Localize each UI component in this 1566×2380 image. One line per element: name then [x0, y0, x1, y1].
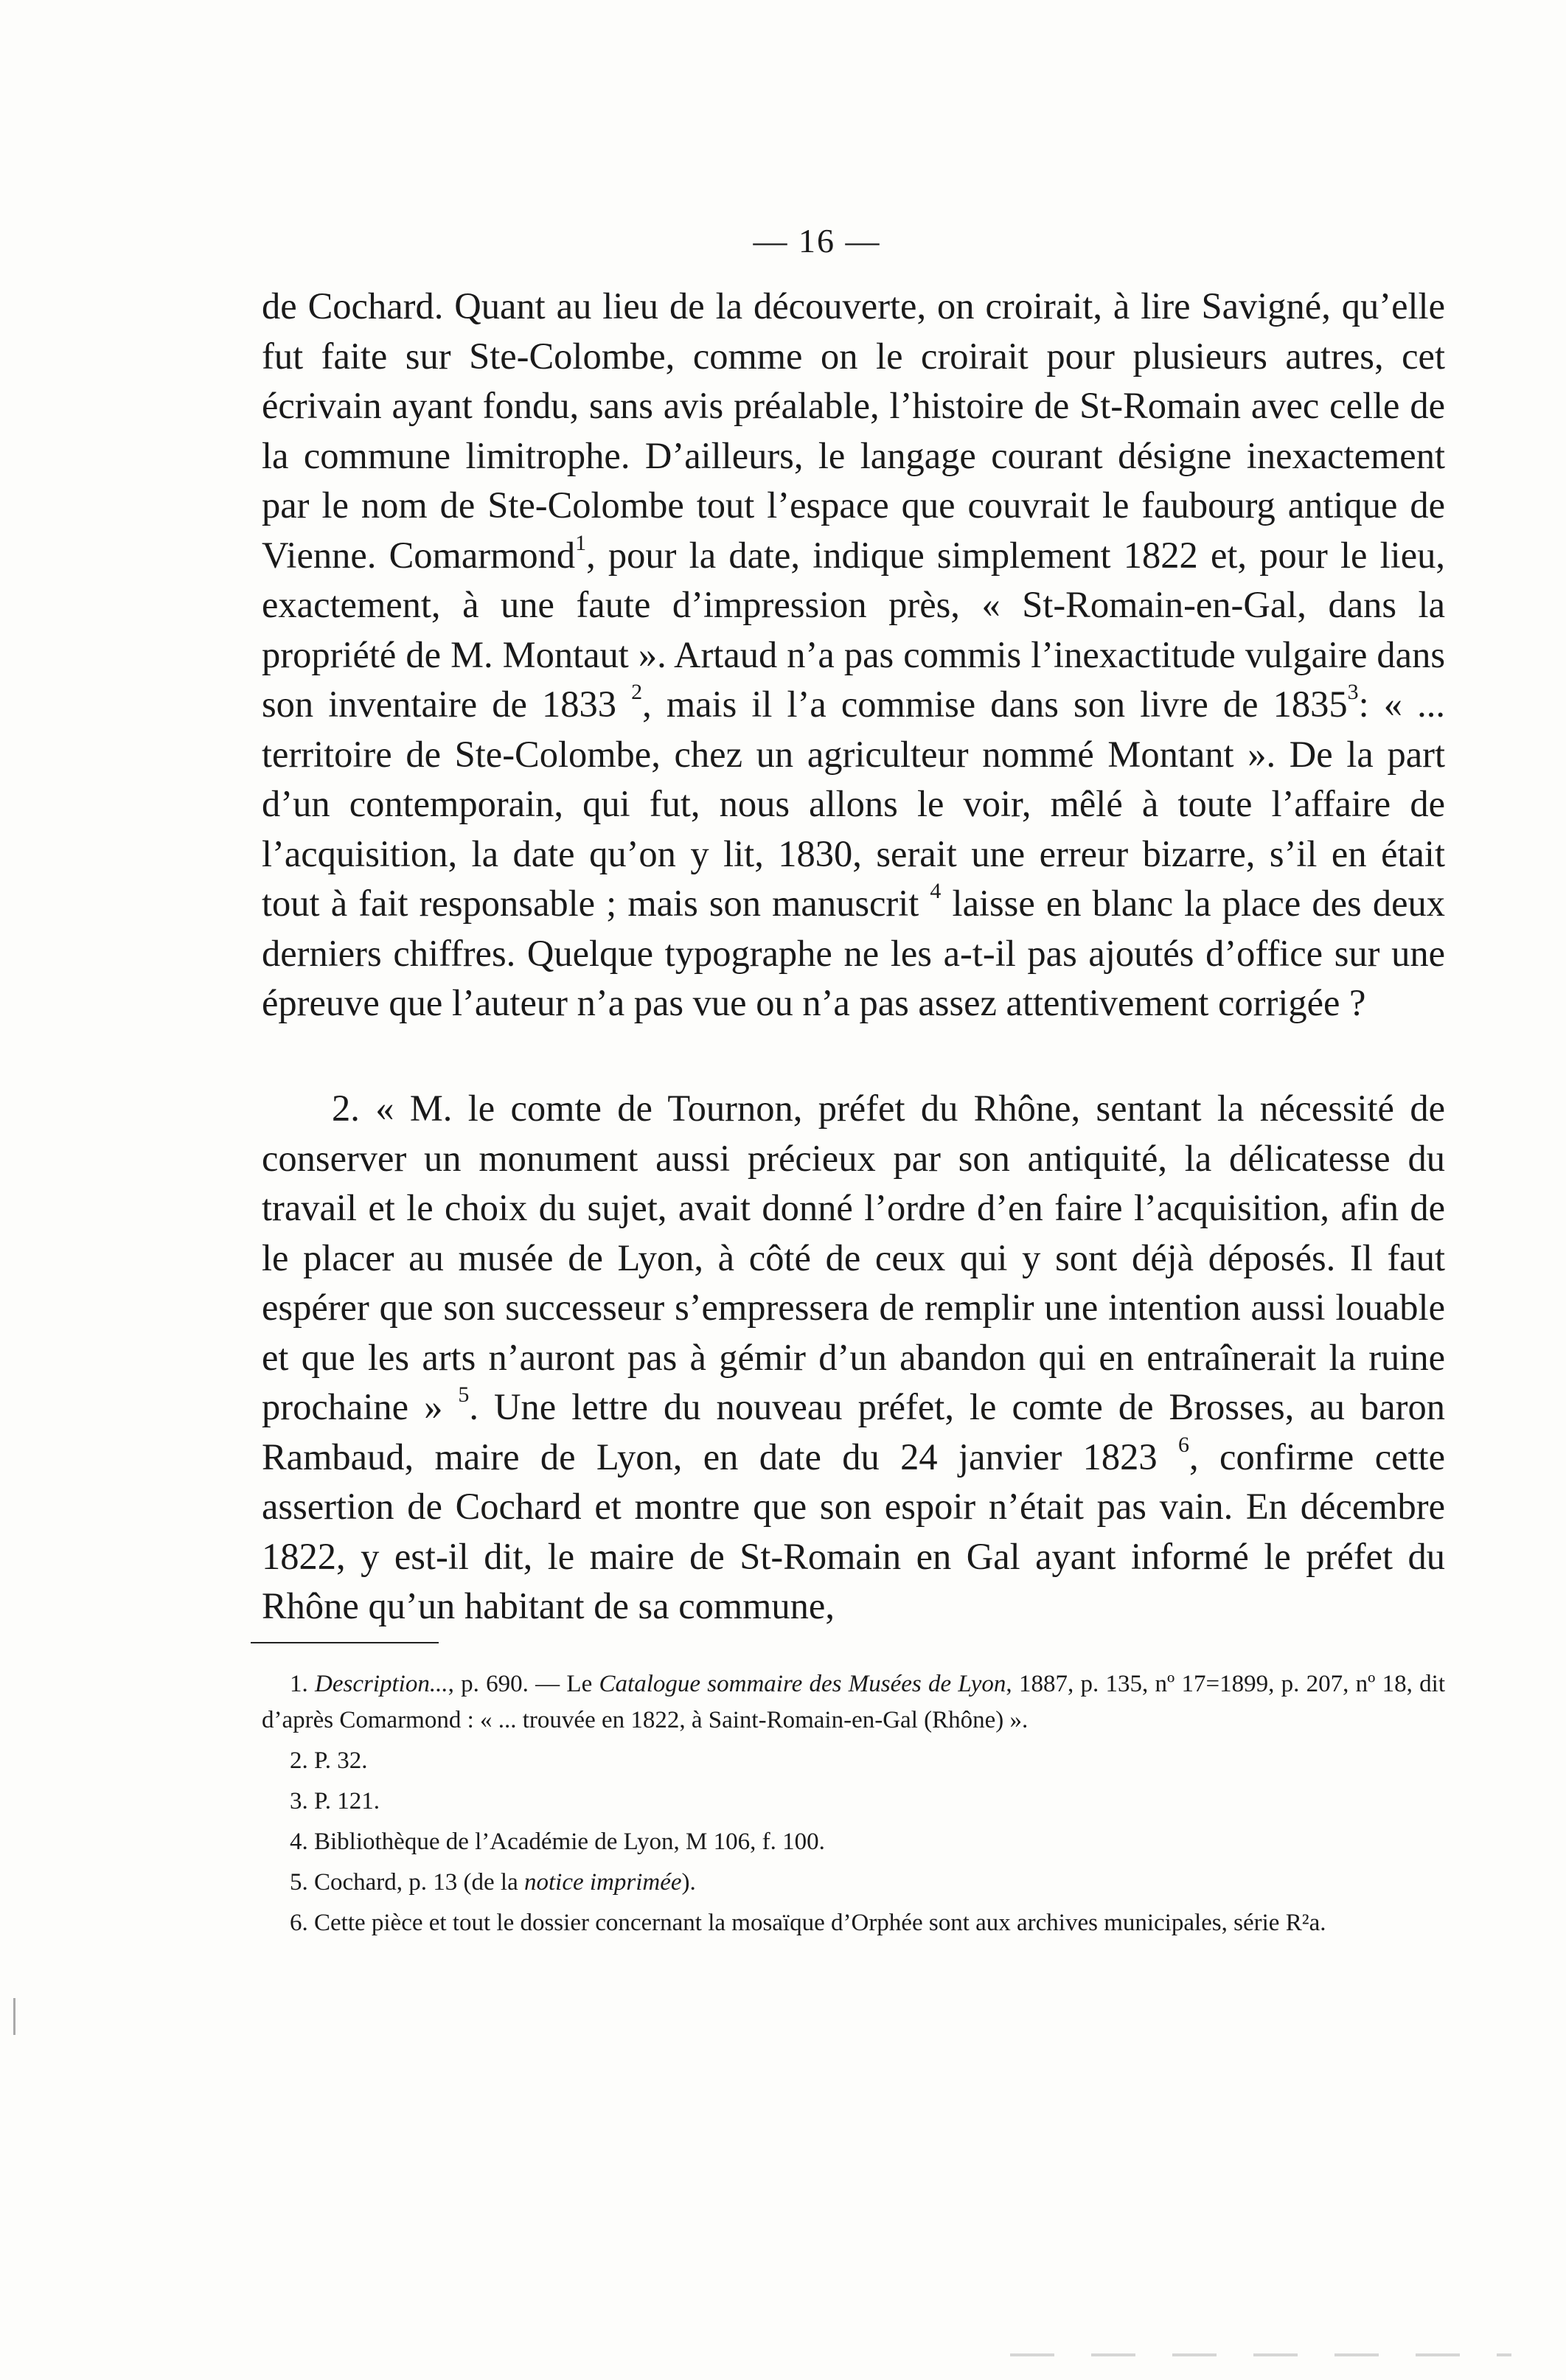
footnote-text: Bibliothèque de l’Académie de Lyon, M 106, f. 100.: [314, 1829, 825, 1855]
footnote-divider: [251, 1642, 439, 1643]
footnote-number: 2.: [290, 1747, 308, 1774]
scan-margin-mark: [13, 1998, 15, 2035]
paragraph-text: [262, 282, 1445, 1029]
text-segment: , confirme cette assertion de Cochard et montre que son espoir n’était pas vain. En décembre 1822, y est-il dit, le maire de St-Romain en Gal ayant informé le préfet du Rhône qu’un habitant de sa commune,: [262, 1436, 1445, 1626]
text-segment: 2. « M. le comte de Tournon, préfet du Rhône, sentant la nécessité de conserver un monument aussi précieux par son antiquité, la délicatesse du travail et le choix du sujet, avait donné l’ordre d’en faire l’acquisition, afin de le placer au musée de Lyon, à côté de ceux qui y sont déjà déposés. Il faut espérer que son successeur s’empressera de remplir une intention aussi louable et que les arts n’auront pas à gémir d’un abandon qui en entraînerait la ruine prochaine »: [262, 1088, 1445, 1427]
text-segment: laisse en blanc la place des deux derniers chiffres. Quelque typographe ne les a-t-il pas ajoutés d’office sur une épreuve que l’auteur n’a pas vue ou n’a pas assez attentivement corrigée ?: [262, 883, 1445, 1023]
footnote-3: [262, 1784, 1445, 1820]
footnote-number: 4.: [290, 1829, 308, 1855]
footnote-title: Description...: [315, 1671, 448, 1697]
footnote-italic: notice imprimée: [524, 1869, 682, 1896]
page-number: — 16 —: [753, 222, 881, 260]
footnote-text: P. 121.: [314, 1788, 380, 1814]
footnote-ref-3: 3: [1347, 680, 1359, 704]
paragraph-continuation: [262, 282, 1445, 1029]
footnote-text: ).: [681, 1869, 696, 1896]
footnote-ref-4: 4: [930, 879, 942, 903]
text-segment: de Cochard. Quant au lieu de la découverte, on croirait, à lire Savigné, qu’elle fut faite sur Ste-Colombe, comme on le croirait pour plusieurs autres, cet écrivain ayant fondu, sans avis préalable, l’histoire de St-Romain avec celle de la commune limitrophe. D’ailleurs, le langage courant désigne inexactement par le nom de Ste-Colombe tout l’espace que couvrait le faubourg antique de Vienne. Comarmond: [262, 285, 1445, 576]
footnote-text: Cette pièce et tout le dossier concernant la mosaïque d’Orphée sont aux archives municipales, série R²a.: [314, 1910, 1326, 1936]
text-segment: : « ... territoire de Ste-Colombe, chez un agriculteur nommé Montant ». De la part d’un contemporain, qui fut, nous allons le voir, mêlé à toute l’affaire de l’acquisition, la date qu’on y lit, 1830, serait une erreur bizarre, s’il en était tout à fait responsable ; mais son manuscrit: [262, 683, 1446, 924]
footnotes-section: [262, 1666, 1445, 1946]
footnote-6: [262, 1905, 1445, 1941]
footnote-text: Cochard, p. 13 (de la: [314, 1869, 524, 1896]
footnote-ref-5: 5: [458, 1382, 470, 1407]
footnote-ref-1: 1: [575, 530, 587, 555]
paragraph-2: [262, 1084, 1445, 1632]
footnote-text: , 1887, p. 135, nº 17=1899, p. 207, nº 18, dit d’après Comarmond : « ... trouvée en 1822, à Saint-Romain-en-Gal (Rhône) ».: [262, 1671, 1446, 1733]
footnote-ref-2: 2: [631, 680, 643, 704]
footnote-text: , p. 690. — Le: [448, 1671, 599, 1697]
footnote-1: [262, 1666, 1445, 1739]
footnote-number: 6.: [290, 1910, 308, 1936]
footnote-text: P. 32.: [314, 1747, 368, 1774]
text-segment: , pour la date, indique simplement 1822 et, pour le lieu, exactement, à une faute d’impression près, « St-Romain-en-Gal, dans la propriété de M. Montaut ». Artaud n’a pas commis l’inexactitude vulgaire dans son inventaire de 1833: [262, 534, 1445, 725]
footnote-ref-6: 6: [1178, 1432, 1190, 1457]
text-segment: . Une lettre du nouveau préfet, le comte de Brosses, au baron Rambaud, maire de Lyon, en date du 24 janvier 1823: [262, 1386, 1445, 1478]
footnote-number: 3.: [290, 1788, 308, 1814]
paragraph-text: [262, 1084, 1445, 1632]
footnote-number: 5.: [290, 1869, 308, 1896]
scan-edge-marks: [1010, 2353, 1511, 2356]
footnote-number: 1.: [290, 1671, 308, 1697]
text-segment: , mais il l’a commise dans son livre de 1835: [642, 683, 1348, 725]
footnote-4: [262, 1824, 1445, 1860]
footnote-title: Catalogue sommaire des Musées de Lyon: [599, 1671, 1006, 1697]
footnote-5: [262, 1865, 1445, 1901]
footnote-2: [262, 1743, 1445, 1779]
